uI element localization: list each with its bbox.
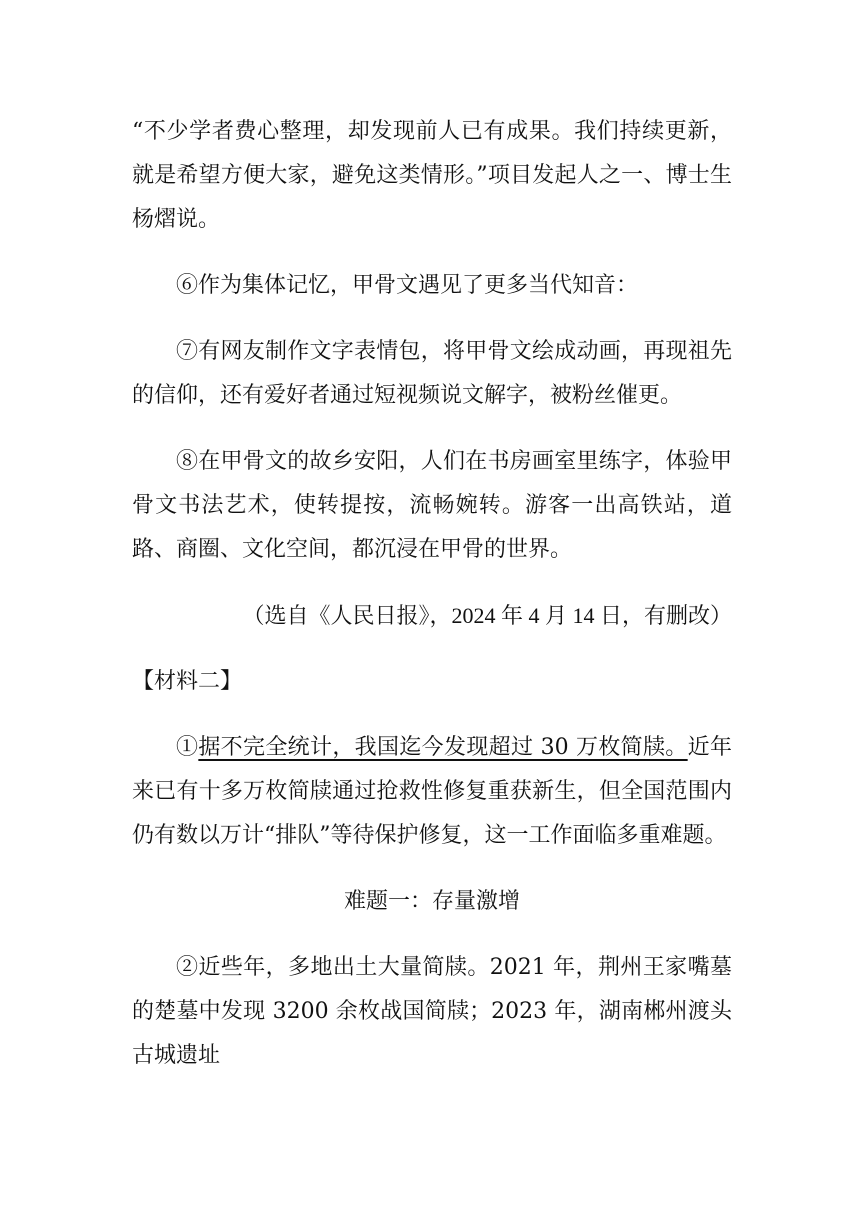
section-subheading: 难题一：存量激增 xyxy=(343,889,520,914)
material-two-paragraph-1 xyxy=(132,726,732,858)
underlined-sentence: 据不完全统计，我国迄今发现超过 30 万枚简牍。 xyxy=(198,735,688,760)
paragraph-quote: “不少学者费心整理，却发现前人已有成果。我们持续更新，就是希望方便大家，避免这类情形。”项目发起人之一、博士生杨熠说。 xyxy=(132,119,732,232)
material-two-heading: 【材料二】 xyxy=(132,669,243,694)
source-citation: （选自《人民日报》，2024 年 4 月 14 日，有删改） xyxy=(242,603,732,628)
material-two-paragraph-2: ②近些年，多地出土大量简牍。2021 年，荆州王家嘴墓的楚墓中发现 3200 余枚战国简牍；2023 年，湖南郴州渡头古城遗址 xyxy=(132,955,732,1068)
paragraph-text: 近年来已有十多万枚简牍通过抢救性修复重获新生，但全国范围内仍有数以万计“排队”等待保护修复，这一工作面临多重难题。 xyxy=(132,735,732,848)
paragraph-8: ⑧在甲骨文的故乡安阳，人们在书房画室里练字，体验甲骨文书法艺术，使转提按，流畅婉转。游客一出高铁站，道路、商圈、文化空间，都沉浸在甲骨的世界。 xyxy=(132,449,732,562)
document-page xyxy=(132,110,732,1078)
paragraph-6: ⑥作为集体记忆，甲骨文遇见了更多当代知音： xyxy=(176,273,639,298)
paragraph-7: ⑦有网友制作文字表情包，将甲骨文绘成动画，再现祖先的信仰，还有爱好者通过短视频说文解字，被粉丝催更。 xyxy=(132,339,732,408)
paragraph-number: ① xyxy=(176,735,199,760)
